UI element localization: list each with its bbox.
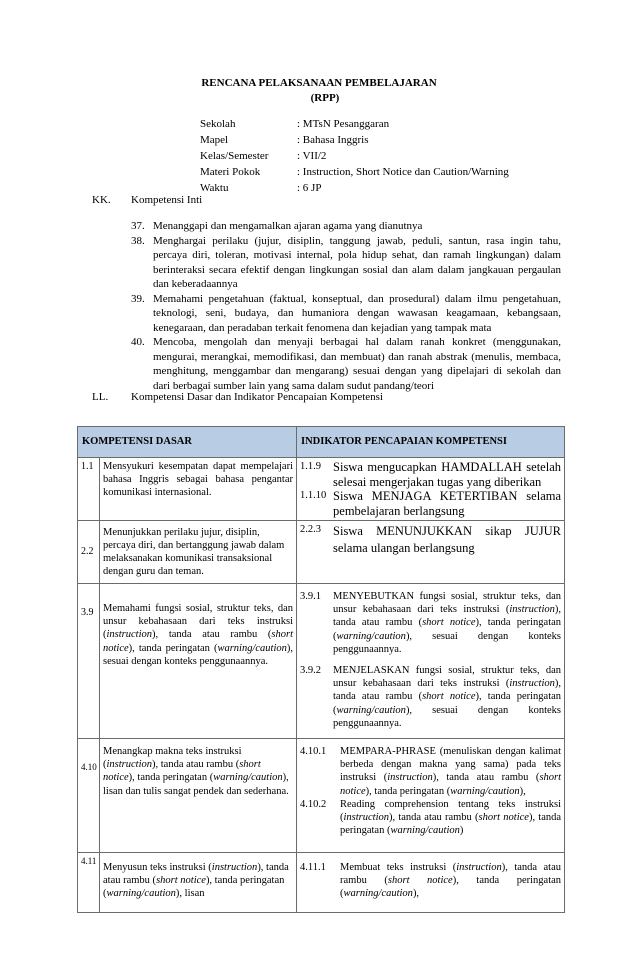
indicator-item: 2.2.3 Siswa MENUNJUKKAN sikap JUJUR selama ulangan berlangsung	[300, 524, 562, 555]
kd-text: Mensyukuri kesempatan dapat mempelajari bahasa Inggris sebagai bahasa pengantar komunikasi internasional.	[100, 458, 297, 521]
list-item: 40. Mencoba, mengolah dan menyaji berbagai hal dalam ranah konkret (menggunakan, mengurai, merangkai, memodifikasi, dan membuat) dan ranah abstrak (menulis, membaca, menghitung, menggambar dan mengarang) sesuai dengan yang dipelajari di sekolah dan dari berbagai sumber lain yang sama dalam sudut pandang/teori	[131, 336, 561, 392]
info-row-time: Waktu : 6 JP	[200, 182, 322, 194]
info-row-school: Sekolah : MTsN Pesanggaran	[200, 118, 390, 130]
indicator-cell	[297, 458, 565, 521]
kd-heading: LL. Kompetensi Dasar dan Indikator Pencapaian Kompetensi	[92, 391, 384, 403]
column-header: KOMPETENSI DASAR	[78, 427, 297, 458]
indicator-item: 4.10.2 Reading comprehension tentang teks instruksi (instruction), tanda atau rambu (short notice), tanda peringatan (warning/caution)	[300, 798, 562, 837]
table-row	[78, 853, 565, 913]
kd-text: Menangkap makna teks instruksi (instruction), tanda atau rambu (short notice), tanda peringatan (warning/caution), lisan dan tulis sangat pendek dan sederhana.	[100, 739, 297, 853]
indicator-item: 4.11.1 Membuat teks instruksi (instruction), tanda atau rambu (short notice), tanda peringatan (warning/caution),	[300, 862, 562, 900]
kd-text: Memahami fungsi sosial, struktur teks, dan unsur kebahasaan dari teks instruksi (instruction), tanda atau rambu (short notice), tanda peringatan (warning/caution), sesuai dengan konteks penggunaannya.	[100, 584, 297, 739]
table-row	[78, 584, 565, 739]
competency-table	[77, 426, 565, 913]
list-item: 38. Menghargai perilaku (jujur, disiplin, tanggung jawab, peduli, santun, rasa ingin tahu, percaya diri, toleran, motivasi internal, pola hidup sehat, dan ramah lingkungan) dalam berinteraksi secara efektif dengan lingkungan sosial dan alam dalam jangkauan pergaulan dan keberadaannya	[131, 234, 561, 290]
indicator-item: 3.9.2 MENJELASKAN fungsi sosial, struktur teks, dan unsur kebahasaan dari teks instruksi (instruction), tanda atau rambu (short notice), tanda peringatan (warning/caution), sesuai dengan konteks penggunaannya.	[300, 665, 562, 729]
kd-number: 1.1	[78, 458, 100, 521]
table-header-row	[78, 427, 565, 458]
document-subtitle: (RPP)	[310, 92, 340, 104]
list-item: 39. Memahami pengetahuan (faktual, konseptual, dan prosedural) dalam ilmu pengetahuan, teknologi, seni, budaya, dan humaniora dengan wawasan keagamaan, kebangsaan, kenegaraan, dan peradaban terkait fenomena dan kejadian yang tampak mata	[131, 292, 561, 334]
indicator-item: 1.1.10 Siswa MENJAGA KETERTIBAN selama pembelajaran berlangsung	[300, 489, 562, 518]
kd-number: 3.9	[78, 584, 100, 739]
kd-text: Menyusun teks instruksi (instruction), tanda atau rambu (short notice), tanda peringatan (warning/caution), lisan	[100, 853, 297, 913]
ki-heading: KK. Kompetensi Inti	[92, 194, 203, 206]
kd-text: Menunjukkan perilaku jujur, disiplin, percaya diri, dan bertanggung jawab dalam melaksanakan komunikasi transaksional dengan guru dan teman.	[100, 521, 297, 584]
indicator-cell	[297, 739, 565, 853]
info-row-subject: Mapel : Bahasa Inggris	[200, 134, 369, 146]
indicator-cell	[297, 521, 565, 584]
column-header: INDIKATOR PENCAPAIAN KOMPETENSI	[297, 427, 565, 458]
school-info	[200, 116, 509, 196]
list-item: 37. Menanggapi dan mengamalkan ajaran agama yang dianutnya	[131, 220, 423, 232]
kd-number: 2.2	[78, 521, 100, 584]
indicator-item: 4.10.1 MEMPARA-PHRASE (menuliskan dengan kalimat berbeda dengan makna yang sama) pada teks instruksi (instruction), tanda atau rambu (short notice), tanda peringatan (warning/caution),	[300, 746, 562, 797]
table-row	[78, 521, 565, 584]
ki-list	[131, 219, 561, 393]
kd-number: 4.11	[78, 853, 100, 913]
table-row	[78, 458, 565, 521]
indicator-item: 3.9.1 MENYEBUTKAN fungsi sosial, struktur teks, dan unsur kebahasaan dari teks instruksi (instruction), tanda atau rambu (short notice), tanda peringatan (warning/caution), sesuai dengan konteks penggunaannya.	[300, 591, 562, 655]
document-title: RENCANA PELAKSANAAN PEMBELAJARAN	[201, 77, 437, 89]
kd-number: 4.10	[78, 739, 100, 853]
indicator-cell	[297, 853, 565, 913]
indicator-item: 1.1.9 Siswa mengucapkan HAMDALLAH setelah selesai mengerjakan tugas yang diberikan	[300, 460, 562, 489]
info-row-topic: Materi Pokok : Instruction, Short Notice dan Caution/Warning	[200, 166, 509, 178]
table-row	[78, 739, 565, 853]
indicator-cell	[297, 584, 565, 739]
info-row-class: Kelas/Semester : VII/2	[200, 150, 327, 162]
